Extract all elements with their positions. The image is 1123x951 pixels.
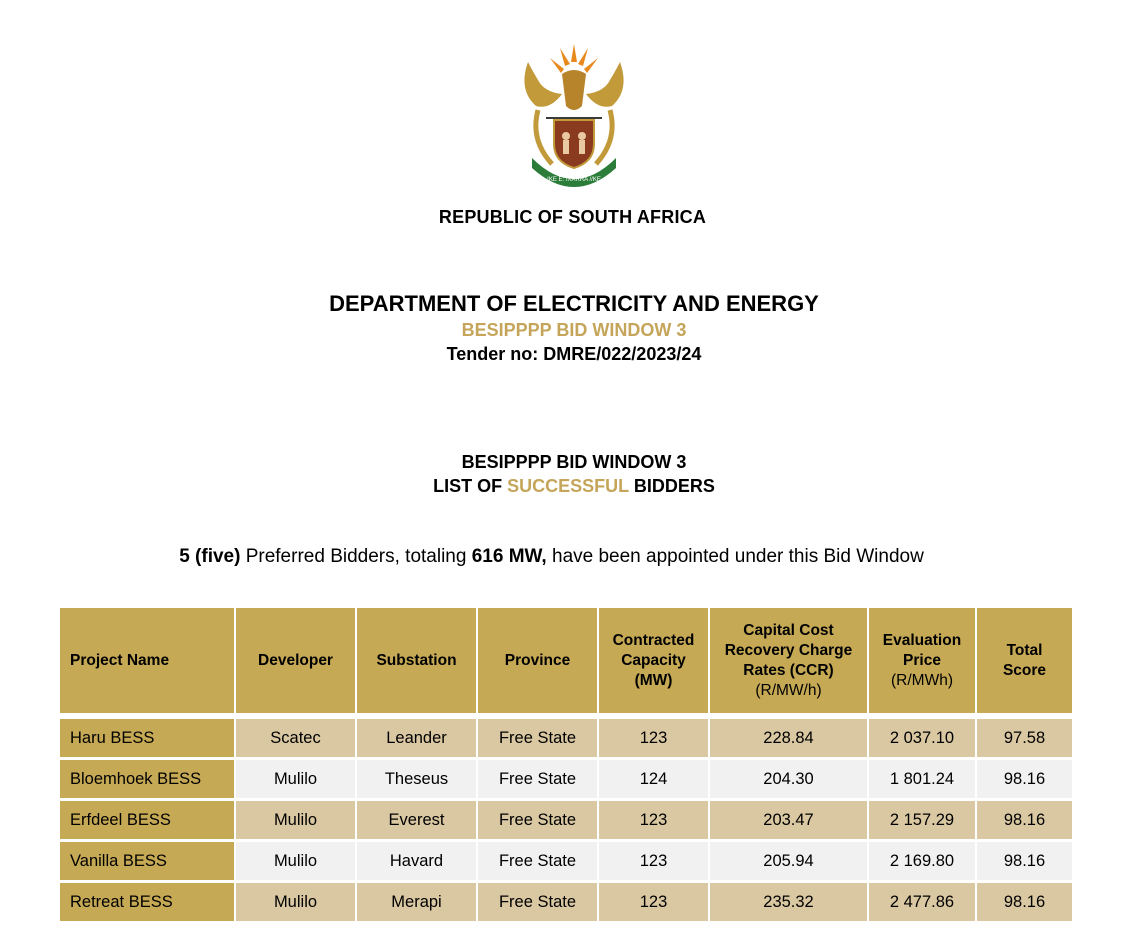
cell-eval-price: 2 169.80 xyxy=(869,842,975,883)
cell-substation: Theseus xyxy=(357,760,476,801)
table-header-row xyxy=(60,608,1072,719)
header-eval-unit: (R/MWh) xyxy=(891,671,953,689)
programme-name: BESIPPPP BID WINDOW 3 xyxy=(461,320,687,340)
header-eval-price xyxy=(869,608,975,719)
header-ccr-unit: (R/MW/h) xyxy=(755,681,822,699)
cell-ccr: 228.84 xyxy=(710,719,867,760)
cell-developer: Mulilo xyxy=(236,842,355,883)
motto-text: !KE E: /XARRA //KE xyxy=(547,177,601,183)
bidders-table xyxy=(58,608,1074,924)
summary-text-1: Preferred Bidders, totaling xyxy=(240,546,472,567)
cell-eval-price: 2 157.29 xyxy=(869,801,975,842)
summary-text-2: have been appointed under this Bid Window xyxy=(546,546,924,567)
country-name: REPUBLIC OF SOUTH AFRICA xyxy=(438,207,707,227)
cell-capacity: 123 xyxy=(599,719,708,760)
cell-developer: Scatec xyxy=(236,719,355,760)
header-ccr xyxy=(710,608,867,719)
cell-province: Free State xyxy=(478,801,597,842)
cell-eval-price: 1 801.24 xyxy=(869,760,975,801)
header-eval-label: Evaluation Price xyxy=(882,631,962,669)
department-name: DEPARTMENT OF ELECTRICITY AND ENERGY xyxy=(329,291,819,316)
cell-eval-price: 2 037.10 xyxy=(869,719,975,760)
cell-total-score: 98.16 xyxy=(977,842,1072,883)
cell-project: Retreat BESS xyxy=(60,883,234,924)
summary-total: 616 MW, xyxy=(471,546,547,567)
table-row xyxy=(60,801,1072,842)
cell-substation: Leander xyxy=(357,719,476,760)
cell-substation: Merapi xyxy=(357,883,476,924)
cell-ccr: 235.32 xyxy=(710,883,867,924)
header-developer: Developer xyxy=(236,608,355,719)
cell-eval-price: 2 477.86 xyxy=(869,883,975,924)
cell-ccr: 204.30 xyxy=(710,760,867,801)
cell-province: Free State xyxy=(478,883,597,924)
cell-developer: Mulilo xyxy=(236,883,355,924)
cell-project: Vanilla BESS xyxy=(60,842,234,883)
tender-number: Tender no: DMRE/022/2023/24 xyxy=(446,344,702,364)
header-substation: Substation xyxy=(357,608,476,719)
cell-province: Free State xyxy=(478,842,597,883)
summary-count: 5 (five) xyxy=(179,546,241,567)
heading-prefix: LIST OF xyxy=(433,476,508,496)
cell-province: Free State xyxy=(478,719,597,760)
cell-project: Haru BESS xyxy=(60,719,234,760)
heading-suffix: BIDDERS xyxy=(628,476,715,496)
table-row xyxy=(60,842,1072,883)
cell-total-score: 97.58 xyxy=(977,719,1072,760)
coat-of-arms-logo xyxy=(516,40,632,188)
cell-project: Erfdeel BESS xyxy=(60,801,234,842)
cell-developer: Mulilo xyxy=(236,760,355,801)
table-row xyxy=(60,719,1072,760)
list-heading xyxy=(0,450,1123,498)
heading-line-2 xyxy=(0,474,1123,498)
department-block xyxy=(0,290,1123,366)
heading-highlight: SUCCESSFUL xyxy=(507,476,629,496)
cell-substation: Havard xyxy=(357,842,476,883)
cell-developer: Mulilo xyxy=(236,801,355,842)
cell-project: Bloemhoek BESS xyxy=(60,760,234,801)
cell-ccr: 205.94 xyxy=(710,842,867,883)
header-capacity: Contracted Capacity (MW) xyxy=(599,608,708,719)
cell-capacity: 123 xyxy=(599,801,708,842)
table-row xyxy=(60,883,1072,924)
summary-sentence xyxy=(0,546,1103,568)
cell-capacity: 124 xyxy=(599,760,708,801)
cell-total-score: 98.16 xyxy=(977,883,1072,924)
cell-total-score: 98.16 xyxy=(977,801,1072,842)
header-project-name: Project Name xyxy=(60,608,234,719)
header-total-score: Total Score xyxy=(977,608,1072,719)
header-ccr-label: Capital Cost Recovery Charge Rates (CCR) xyxy=(724,621,853,679)
cell-ccr: 203.47 xyxy=(710,801,867,842)
cell-capacity: 123 xyxy=(599,883,708,924)
cell-province: Free State xyxy=(478,760,597,801)
header-province: Province xyxy=(478,608,597,719)
heading-line-1: BESIPPPP BID WINDOW 3 xyxy=(461,452,687,472)
cell-total-score: 98.16 xyxy=(977,760,1072,801)
cell-capacity: 123 xyxy=(599,842,708,883)
table-row xyxy=(60,760,1072,801)
cell-substation: Everest xyxy=(357,801,476,842)
